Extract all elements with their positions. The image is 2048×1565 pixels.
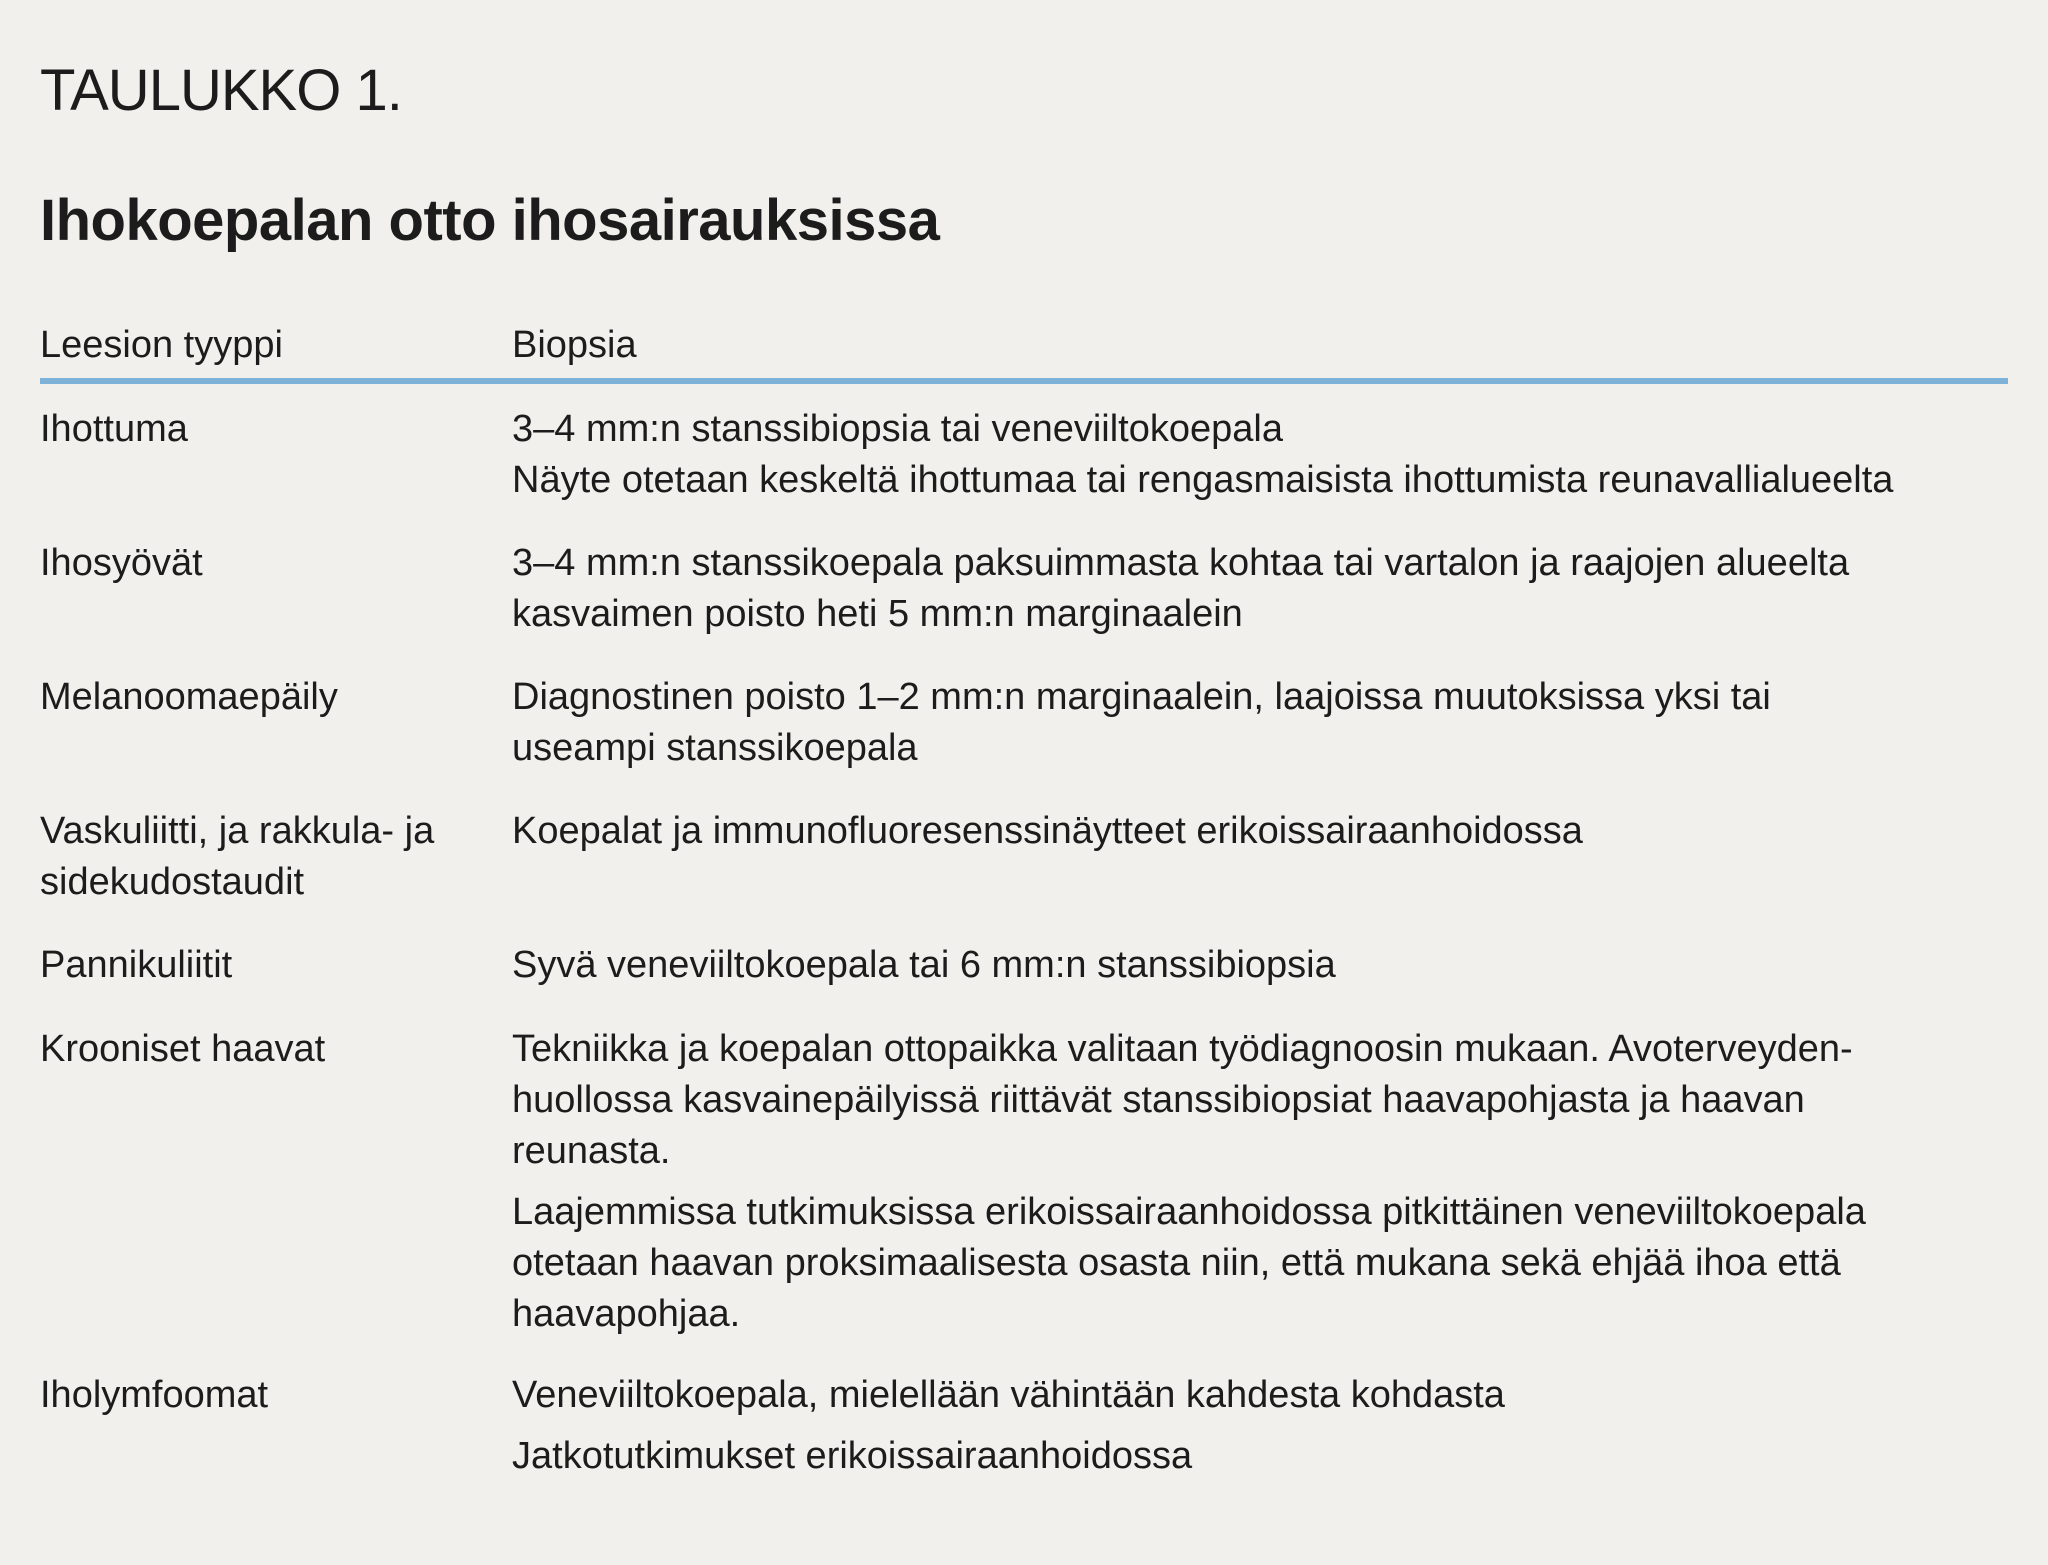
- table-row: [40, 1024, 2008, 1370]
- biopsy-text: Diagnostinen poisto 1–2 mm:n marginaalein, laajoissa muutoksissa yksi tai useampi stanssikoepala: [512, 676, 1771, 769]
- row-biopsy: [512, 1024, 1952, 1340]
- biopsy-text: 3–4 mm:n stanssikoepala paksuimmasta kohtaa tai vartalon ja raajojen alueelta kasvaimen poisto heti 5 mm:n marginaalein: [512, 542, 1850, 635]
- row-type: Pannikuliitit: [40, 944, 233, 986]
- row-biopsy: [512, 672, 1892, 774]
- row-biopsy: [512, 940, 2008, 991]
- row-type: Krooniset haavat: [40, 1028, 326, 1070]
- table-row: [40, 538, 2008, 672]
- row-biopsy: [512, 806, 2008, 857]
- biopsy-text: Jatkotutkimukset erikoissairaanhoidossa: [512, 1435, 1193, 1477]
- row-biopsy: [512, 538, 1952, 640]
- table-label: TAULUKKO 1.: [40, 58, 402, 123]
- table-row: [40, 672, 2008, 806]
- header-divider: [40, 378, 2008, 384]
- table-row: [40, 940, 2008, 1024]
- biopsy-text: Näyte otetaan keskeltä ihottumaa tai rengasmaisista ihottumista reunavallialueelta: [512, 459, 1894, 501]
- biopsy-text: 3–4 mm:n stanssibiopsia tai veneviiltokoepala: [512, 408, 1283, 450]
- row-biopsy: [512, 404, 2008, 506]
- row-biopsy: [512, 1370, 2008, 1482]
- row-type: Ihosyövät: [40, 542, 203, 584]
- column-header-biopsy: Biopsia: [512, 324, 637, 366]
- biopsy-text: Tekniikka ja koepalan ottopaikka valitaan työdiagnoosin mukaan. Avoterveyden-huollossa kasvainepäilyissä riittävät stanssibiopsiat haavapohjasta ja haavan reunasta.: [512, 1028, 1853, 1172]
- biopsy-text: Koepalat ja immunofluoresenssinäytteet erikoissairaanhoidossa: [512, 810, 1583, 852]
- row-type: Melanoomaepäily: [40, 676, 338, 718]
- table-page: [40, 0, 2008, 1565]
- table-body: [40, 404, 2008, 1490]
- table-header-row: [40, 320, 2008, 370]
- row-type: Iholymfoomat: [40, 1374, 269, 1416]
- row-type: Vaskuliitti, ja rakkula- ja sidekudostaudit: [40, 810, 435, 903]
- row-type: Ihottuma: [40, 408, 188, 450]
- table-title: Ihokoepalan otto ihosairauksissa: [40, 188, 940, 253]
- column-header-type: Leesion tyyppi: [40, 324, 283, 366]
- table-row: [40, 404, 2008, 538]
- table-row: [40, 1370, 2008, 1490]
- biopsy-text: Laajemmissa tutkimuksissa erikoissairaanhoidossa pitkittäinen veneviiltokoepala otetaan haavan proksimaalisesta osasta niin, että mukana sekä ehjää ihoa että haavapohjaa.: [512, 1191, 1866, 1335]
- biopsy-text: Veneviiltokoepala, mielellään vähintään kahdesta kohdasta: [512, 1374, 1505, 1416]
- table-row: [40, 806, 2008, 940]
- biopsy-text: Syvä veneviiltokoepala tai 6 mm:n stanssibiopsia: [512, 944, 1336, 986]
